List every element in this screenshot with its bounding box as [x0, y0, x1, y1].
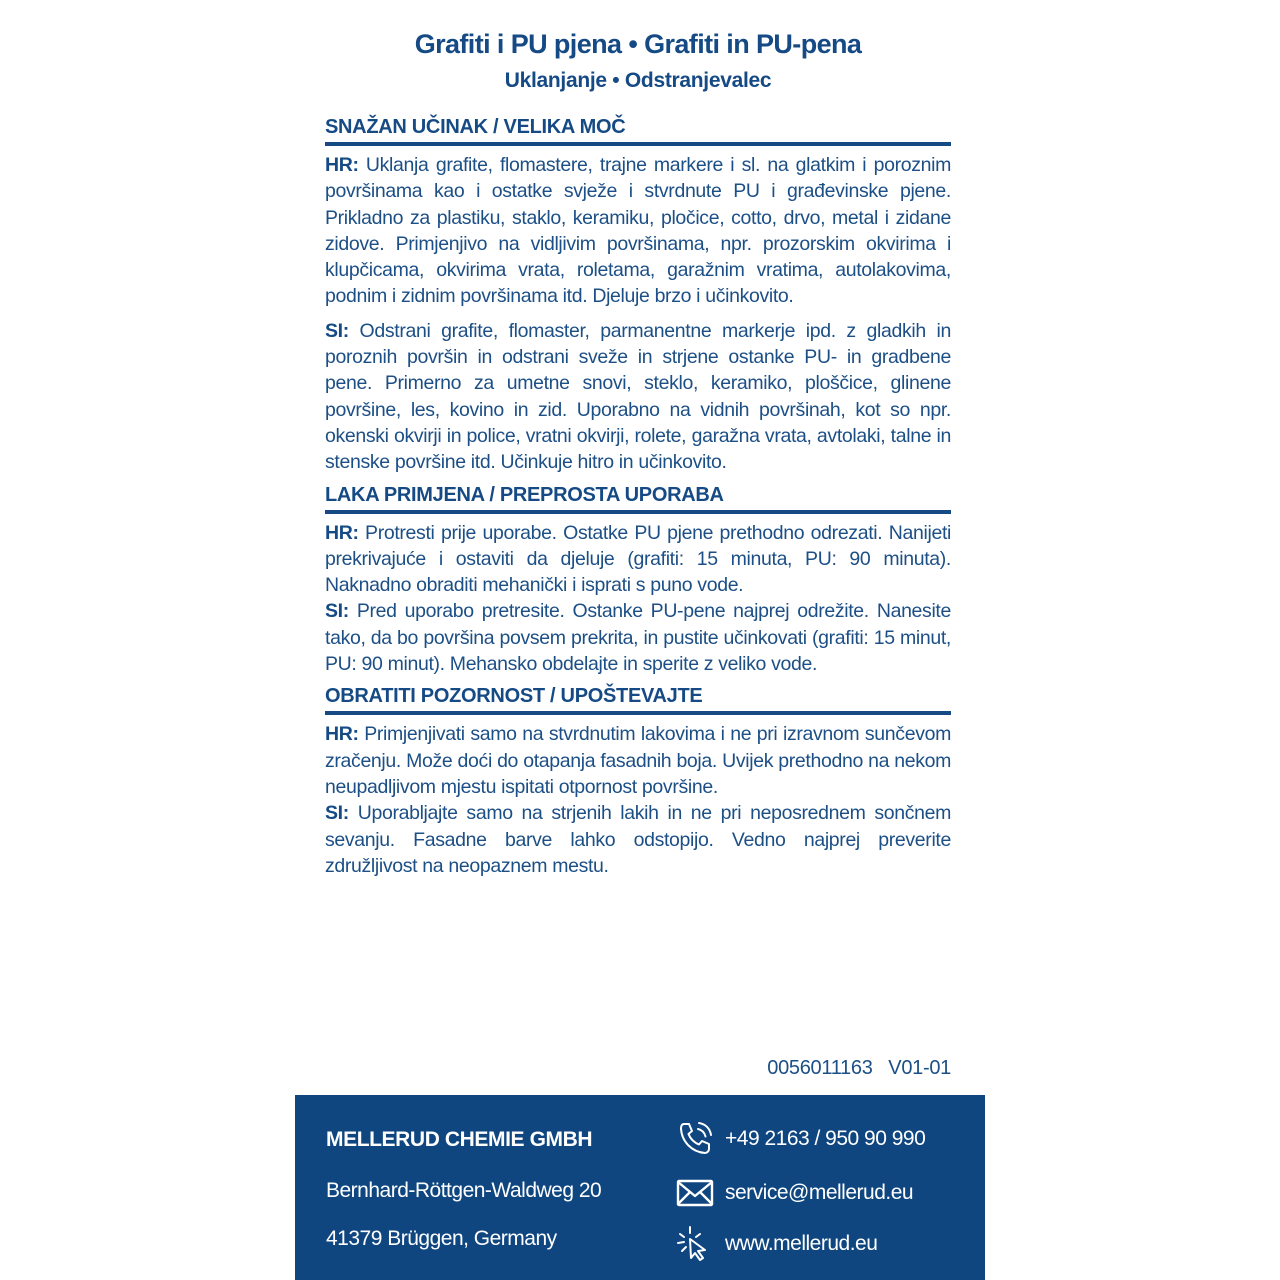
product-label [325, 26, 951, 879]
article-code-line [767, 1057, 951, 1080]
section-heading: OBRATITI POZORNOST / UPOŠTEVAJTE [325, 683, 951, 715]
paragraph-si [325, 800, 951, 879]
paragraph-hr [325, 520, 951, 599]
product-subtitle: Uklanjanje • Odstranjevalec [504, 69, 772, 92]
paragraph-text: Pred uporabo pretresite. Ostanke PU-pene najprej odrežite. Nanesite tako, da bo površina povsem prekrita, in pustite učinkovati (grafiti: 15 minut, PU: 90 minut). Mehansko obdelajte in sperite z veliko vode. [325, 600, 951, 676]
paragraph-si [325, 318, 951, 476]
paragraph-text: Uporabljajte samo na strjenih lakih in ne pri neposrednem sončnem sevanju. Fasadne barve lahko odstopijo. Vedno najprej preverite združljivost na neopaznem mestu. [325, 802, 951, 877]
paragraph-hr [325, 721, 951, 800]
address-street: Bernhard-Röttgen-Waldweg 20 [326, 1179, 602, 1202]
language-label: SI: [325, 319, 349, 342]
company-name: MELLERUD CHEMIE GMBH [326, 1128, 593, 1151]
email-address: service@mellerud.eu [725, 1181, 914, 1204]
article-number: 0056011163 [767, 1057, 873, 1079]
language-label: HR: [325, 521, 359, 544]
paragraph-text: Protresti prije uporabe. Ostatke PU pjene prethodno odrezati. Nanijeti prekrivajuće i ostaviti da djeluje (grafiti: 15 minuta, PU: 90 minuta). Naknadno obraditi mehanički i isprati s puno vode. [325, 521, 951, 597]
section-heading: LAKA PRIMJENA / PREPROSTA UPORABA [325, 482, 951, 514]
contact-website[interactable] [675, 1226, 877, 1262]
version-code: V01-01 [888, 1057, 951, 1079]
contact-email[interactable] [675, 1175, 913, 1211]
company-footer [295, 1095, 985, 1280]
language-label: HR: [325, 154, 359, 176]
paragraph-si [325, 598, 951, 677]
cursor-click-icon [675, 1226, 715, 1262]
paragraph-text: Odstrani grafite, flomaster, parmanentne markerje ipd. z gladkih in poroznih površin in odstrani sveže in strjene ostanke PU- in gradbene pene. Primerno za umetne snovi, steklo, keramiko, ploščice, glinene površine, les, kovino in zid. Uporabno na vidnih površinah, kot so npr. okenski okvirji in police, vratni okvirji, rolete, garažna vrata, avtolaki, talne in stenske površine itd. Učinkuje hitro in učinkovito. [325, 319, 951, 474]
phone-number: +49 2163 / 950 90 990 [725, 1127, 926, 1150]
section-heading: SNAŽAN UČINAK / VELIKA MOČ [325, 114, 951, 146]
section-attention [325, 683, 951, 879]
language-label: SI: [325, 802, 349, 825]
phone-icon [675, 1121, 715, 1157]
envelope-icon [675, 1175, 715, 1211]
paragraph-hr [325, 152, 951, 310]
address-city: 41379 Brüggen, Germany [326, 1227, 557, 1250]
section-easy-use [325, 482, 951, 678]
section-strong-effect [325, 114, 951, 476]
language-label: HR: [325, 723, 359, 746]
language-label: SI: [325, 600, 349, 623]
paragraph-text: Uklanjа grafite, flomastere, trajne markere i sl. na glatkim i poroznim površinama kao i ostatke svježe i stvrdnute PU i građevinske pjene. Prikladno za plastiku, staklo, keramiku, pločice, cotto, drvo, metal i zidane zidove. Primjenjivo na vidljivim površinama, npr. prozorskim okvirima i klupčicama, okvirima vrata, roletama, garažnim vratima, autolakovima, podnim i zidnim površinama itd. Djeluje brzo i učinkovito. [325, 154, 951, 308]
paragraph-text: Primjenjivati samo na stvrdnutim lakovima i ne pri izravnom sunčevom zračenju. Može doći do otapanja fasadnih boja. Uvijek prethodno na nekom neupadljivom mjestu ispitati otpornost površine. [325, 723, 951, 798]
product-title: Grafiti i PU pjena • Grafiti in PU-pena [414, 29, 862, 59]
website-url: www.mellerud.eu [725, 1232, 878, 1255]
contact-phone[interactable] [675, 1121, 925, 1157]
